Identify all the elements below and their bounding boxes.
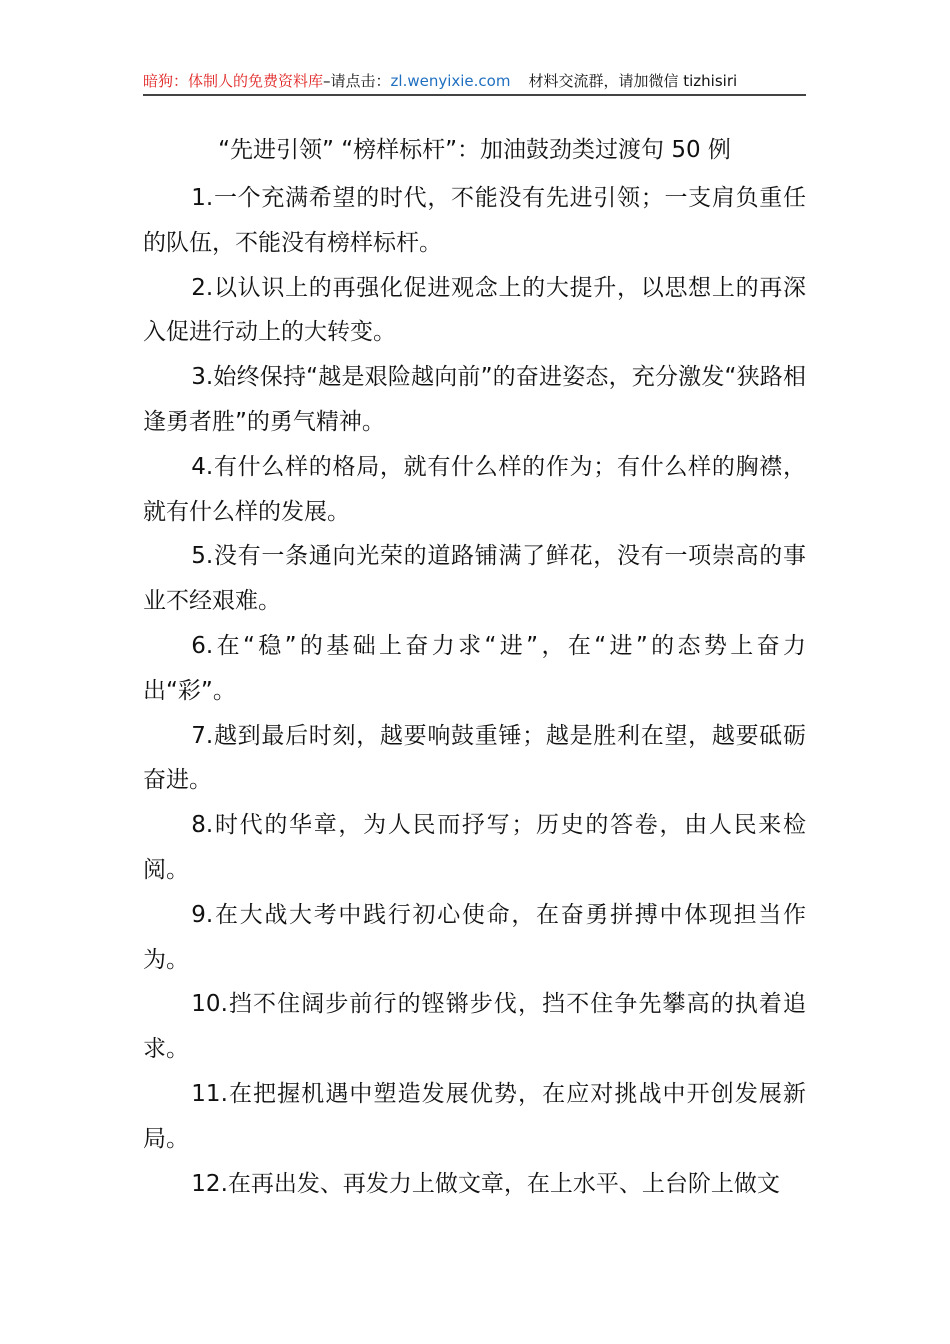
- click-prompt: –请点击：: [323, 72, 391, 90]
- list-item: 3.始终保持“越是艰险越向前”的奋进姿态，充分激发“狭路相逢勇者胜”的勇气精神。: [143, 364, 806, 435]
- contact-text: 材料交流群，请加微信 tizhisiri: [528, 72, 738, 90]
- list-item: 12.在再出发、再发力上做文章，在上水平、上台阶上做文: [191, 1170, 780, 1197]
- page-header: [143, 68, 806, 96]
- list-item: 6.在“稳”的基础上奋力求“进”，在“进”的态势上奋力出“彩”。: [143, 632, 806, 704]
- brand-text: 暗狗：体制人的免费资料库: [143, 72, 324, 90]
- list-item: 11.在把握机遇中塑造发展优势，在应对挑战中开创发展新局。: [143, 1080, 806, 1152]
- list-item: 9.在大战大考中践行初心使命，在奋勇拼搏中体现担当作为。: [143, 901, 806, 973]
- list-item: 10.挡不住阔步前行的铿锵步伐，挡不住争先攀高的执着追求。: [143, 991, 806, 1063]
- list-item: 8.时代的华章，为人民而抒写；历史的答卷，由人民来检阅。: [143, 812, 806, 883]
- list-item: 7.越到最后时刻，越要响鼓重锤；越是胜利在望，越要砥砺奋进。: [143, 722, 806, 794]
- document-title: “先进引领” “榜样标杆”：加油鼓劲类过渡句 50 例: [218, 137, 731, 163]
- list-item: 5.没有一条通向光荣的道路铺满了鲜花，没有一项崇高的事业不经艰难。: [143, 543, 806, 615]
- website-link[interactable]: zl.wenyixie.com: [390, 72, 511, 90]
- list-item: 1.一个充满希望的时代，不能没有先进引领；一支肩负重任的队伍，不能没有榜样标杆。: [143, 185, 806, 256]
- list-item: 4.有什么样的格局，就有什么样的作为；有什么样的胸襟，就有什么样的发展。: [143, 453, 806, 525]
- list-item: 2.以认识上的再强化促进观念上的大提升，以思想上的再深入促进行动上的大转变。: [143, 274, 806, 346]
- document-body: [143, 176, 806, 1206]
